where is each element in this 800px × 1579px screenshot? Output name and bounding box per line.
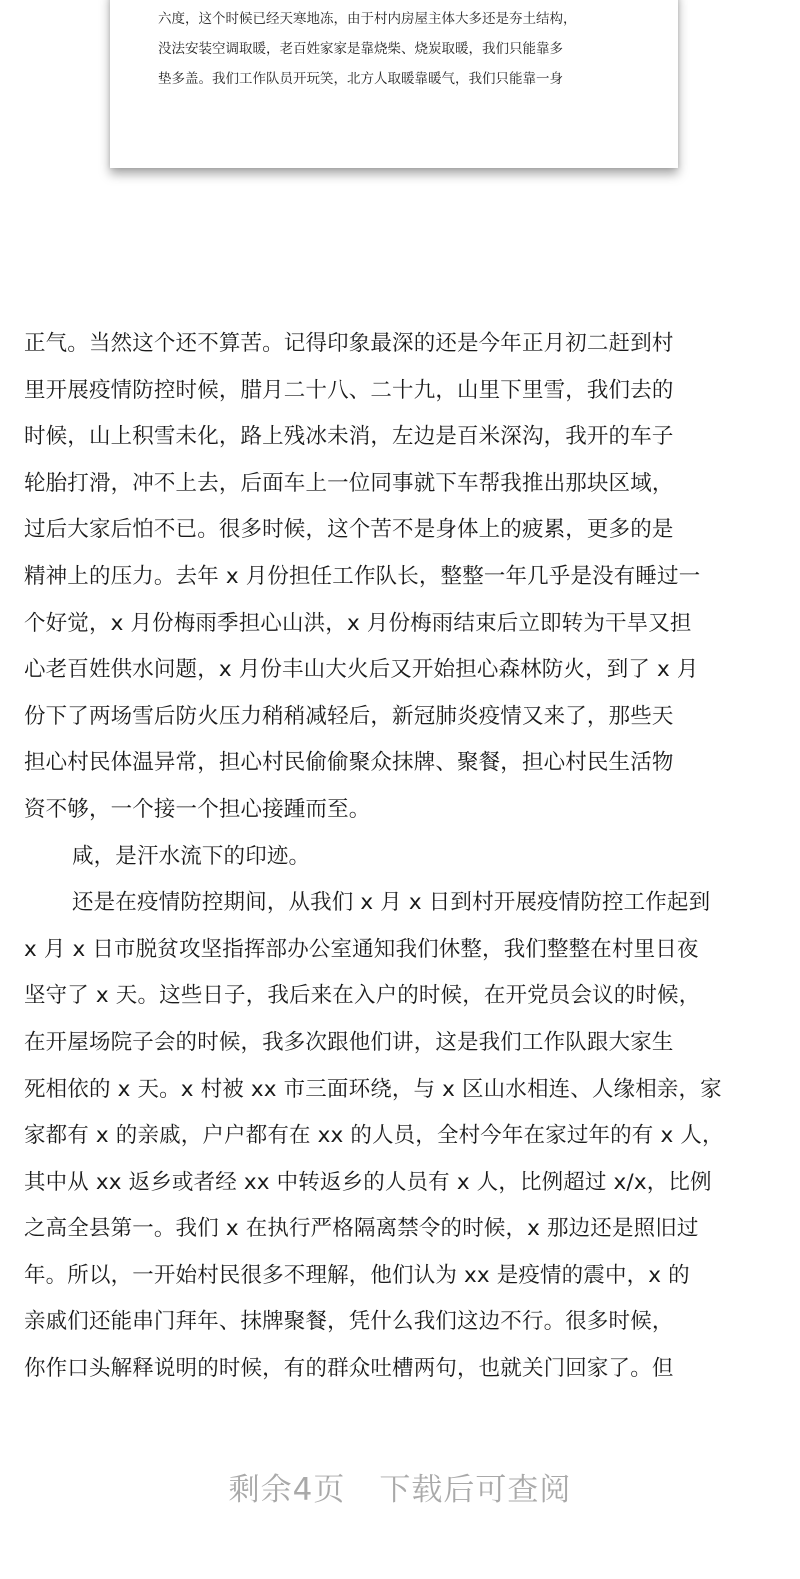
- body-line: 担心村民体温异常，担心村民偷偷聚众抹牌、聚餐，担心村民生活物: [24, 750, 674, 776]
- body-line: 过后大家后怕不已。很多时候，这个苦不是身体上的疲累，更多的是: [24, 517, 674, 543]
- body-line: 心老百姓供水问题，x 月份丰山大火后又开始担心森林防火，到了 x 月: [24, 657, 699, 683]
- body-line: 亲戚们还能串门拜年、抹牌聚餐，凭什么我们这边不行。很多时候，: [24, 1309, 674, 1335]
- body-line: 咸，是汗水流下的印迹。: [72, 843, 311, 869]
- body-line: 还是在疫情防控期间，从我们 x 月 x 日到村开展疫情防控工作起到: [72, 890, 711, 916]
- body-line: 资不够，一个接一个担心接踵而至。: [24, 796, 371, 822]
- body-line: 家都有 x 的亲戚，户户都有在 xx 的人员，全村今年在家过年的有 x 人，: [24, 1123, 724, 1149]
- download-prompt-label: 下载后可查阅: [379, 1472, 572, 1508]
- previous-page-preview: [110, 0, 678, 168]
- body-line: 份下了两场雪后防火压力稍稍减轻后，新冠肺炎疫情又来了，那些天: [24, 703, 674, 729]
- body-line: 个好觉，x 月份梅雨季担心山洪，x 月份梅雨结束后立即转为干旱又担: [24, 610, 692, 636]
- body-line: 正气。当然这个还不算苦。记得印象最深的还是今年正月初二赶到村: [24, 331, 674, 356]
- remaining-pages-prompt[interactable]: [0, 1466, 800, 1514]
- body-line: 死相依的 x 天。x 村被 xx 市三面环绕，与 x 区山水相连、人缘相亲，家: [24, 1076, 722, 1102]
- preview-line: 六度，这个时候已经天寒地冻，由于村内房屋主体大多还是夯土结构，: [158, 11, 577, 27]
- preview-line: 垫多盖。我们工作队员开玩笑，北方人取暖靠暖气，我们只能靠一身: [158, 71, 563, 87]
- body-line: 里开展疫情防控时候，腊月二十八、二十九，山里下里雪，我们去的: [24, 377, 674, 403]
- preview-text-block: [158, 4, 648, 94]
- body-line: 其中从 xx 返乡或者经 xx 中转返乡的人员有 x 人，比例超过 x/x，比例: [24, 1169, 712, 1195]
- body-line: 时候，山上积雪未化，路上残冰未消，左边是百米深沟，我开的车子: [24, 424, 674, 450]
- body-line: 精神上的压力。去年 x 月份担任工作队长，整整一年几乎是没有睡过一: [24, 563, 701, 589]
- preview-line: 没法安装空调取暖，老百姓家家是靠烧柴、烧炭取暖，我们只能靠多: [158, 41, 563, 57]
- document-body: [24, 321, 776, 1393]
- remaining-pages-label: 剩余4页: [228, 1472, 346, 1508]
- body-line: 之高全县第一。我们 x 在执行严格隔离禁令的时候，x 那边还是照旧过: [24, 1216, 699, 1242]
- body-line: 你作口头解释说明的时候，有的群众吐槽两句，也就关门回家了。但: [24, 1356, 674, 1382]
- body-line: x 月 x 日市脱贫攻坚指挥部办公室通知我们休整，我们整整在村里日夜: [24, 936, 699, 962]
- body-line: 年。所以，一开始村民很多不理解，他们认为 xx 是疫情的震中，x 的: [24, 1262, 690, 1288]
- body-line: 在开屋场院子会的时候，我多次跟他们讲，这是我们工作队跟大家生: [24, 1029, 674, 1055]
- body-line: 坚守了 x 天。这些日子，我后来在入户的时候，在开党员会议的时候，: [24, 983, 701, 1009]
- body-line: 轮胎打滑，冲不上去，后面车上一位同事就下车帮我推出那块区域，: [24, 470, 674, 496]
